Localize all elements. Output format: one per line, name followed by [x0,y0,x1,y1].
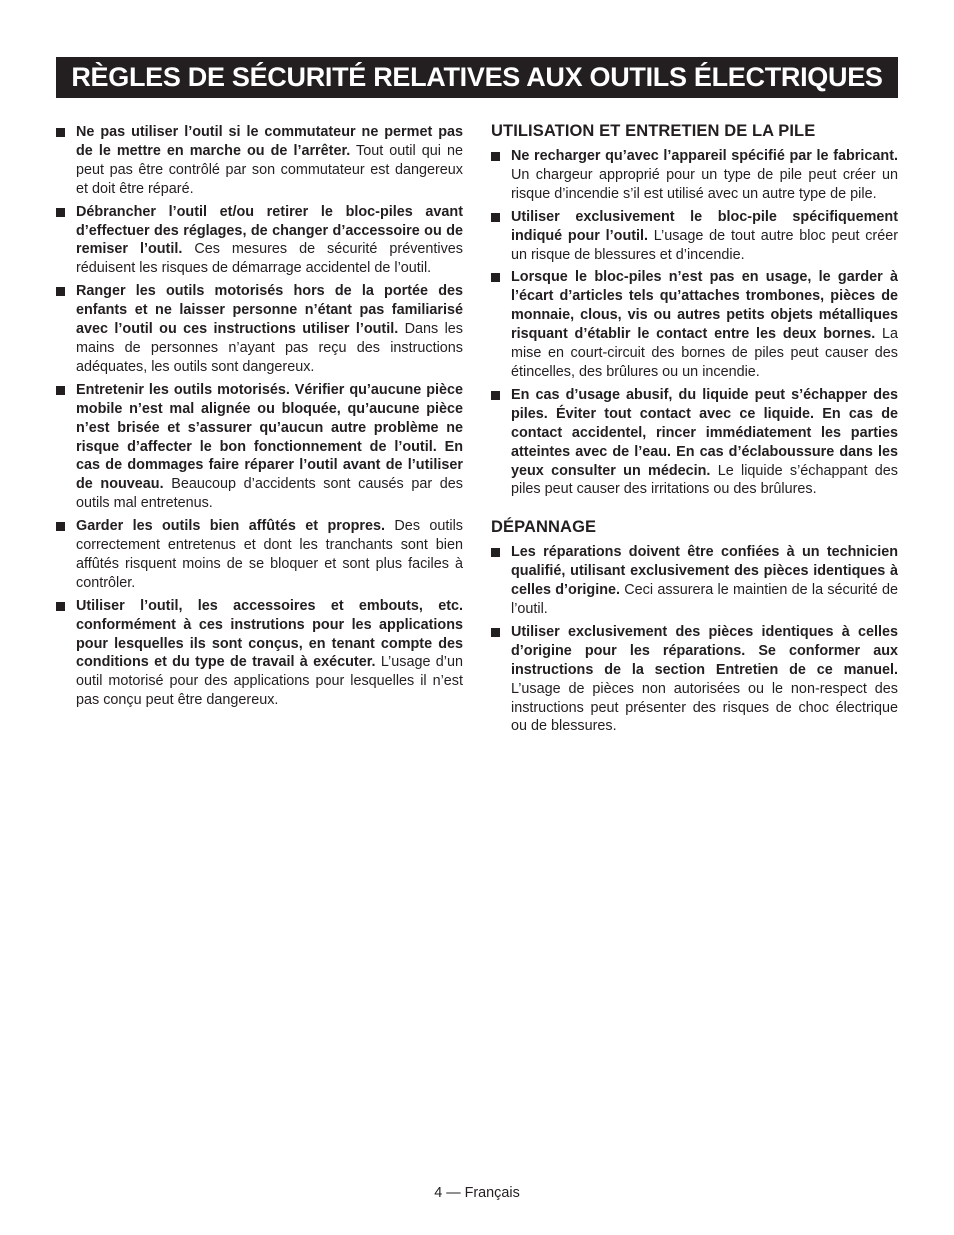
page-title: RÈGLES DE SÉCURITÉ RELATIVES AUX OUTILS ÉLECTRIQUES [71,62,883,92]
rule-body: L’usage d’un outil motorisé pour des applications pour lesquelles il n’est pas conçu peut être dangereux. [76,654,463,709]
square-bullet-icon [491,628,500,637]
rule-lead: Utiliser exclusivement des pièces identiques à celles d’origine pour les réparations. Se conformer aux instructions de la section Entretien de ce manuel. [511,623,898,678]
square-bullet-icon [56,602,65,611]
square-bullet-icon [56,208,65,217]
list-item [491,147,898,204]
right-column [491,121,898,740]
rule-body: Beaucoup d’accidents sont causés par des outils mal entretenus. [76,476,463,512]
battery-rules-list [491,147,898,499]
square-bullet-icon [491,213,500,222]
rule-lead: Ranger les outils motorisés hors de la portée des enfants et ne laisser personne n’étant pas familiarisé avec l’outil ou ces instructions utiliser l’outil. [76,283,463,338]
rule-body: Tout outil qui ne peut pas être contrôlé par son commutateur est dangereux et doit être réparé. [76,142,463,197]
rule-lead: Utiliser exclusivement le bloc-pile spécifiquement indiqué pour l’outil. [511,208,898,244]
rule-body: Dans les mains de personnes n’ayant pas reçu des instructions adéquates, les outils sont dangereux. [76,321,463,375]
rule-lead: Débrancher l’outil et/ou retirer le bloc-piles avant d’effectuer des réglages, de changer d’accessoire ou de remiser l’outil. [76,203,463,258]
left-column [56,123,463,714]
rule-body: La mise en court-circuit des bornes de piles peut causer des étincelles, des brûlures ou un incendie. [511,326,898,380]
square-bullet-icon [56,128,65,137]
service-rules-list [491,543,898,736]
list-item [491,386,898,499]
list-item [56,517,463,593]
rule-body: Un chargeur approprié pour un type de pile peut créer un risque d’incendie s’il est utilisé avec un autre type de pile. [511,166,898,202]
list-item [56,123,463,199]
list-item [56,597,463,710]
square-bullet-icon [491,273,500,282]
list-item [491,623,898,736]
list-item [491,543,898,619]
square-bullet-icon [491,152,500,161]
list-item [56,203,463,279]
square-bullet-icon [56,287,65,296]
rule-lead: Entretenir les outils motorisés. Vérifier qu’aucune pièce mobile n’est mal alignée ou bloquée, qu’aucune pièce n’est brisée et s’assurer qu’aucun autre problème ne risque d’affecter le bon fonctionnement de l’outil. En cas de dommages faire réparer l’outil avant de l’utiliser de nouveau. [76,381,463,493]
list-item [491,268,898,381]
rule-body: L’usage de pièces non autorisées ou le non-respect des instructions peut présenter des risques de choc électrique ou de blessures. [511,680,898,735]
rule-body: Ceci assurera le maintien de la sécurité de l’outil. [511,582,898,618]
general-rules-list [56,123,463,710]
square-bullet-icon [491,391,500,400]
list-item [491,208,898,265]
rule-lead: Ne recharger qu’avec l’appareil spécifié par le fabricant. [511,148,898,164]
rule-lead: Ne pas utiliser l’outil si le commutateur ne permet pas de le mettre en marche ou de l’arrêter. [76,124,463,159]
rule-body: L’usage de tout autre bloc peut créer un risque de blessures et d’incendie. [511,227,898,263]
rule-lead: En cas d’usage abusif, du liquide peut s’échapper des piles. Éviter tout contact avec ce liquide. En cas de contact accidentel, rincer immédiatement les parties atteintes avec de l’eau. En cas d’éclaboussure dans les yeux consulter un médecin. [511,386,898,479]
rule-body: Le liquide s’échappant des piles peut causer des irritations ou des brûlures. [511,462,899,498]
list-item [56,381,463,513]
rule-body: Ces mesures de sécurité préventives réduisent les risques de démarrage accidentel de l’outil. [76,241,464,277]
list-item [56,282,463,377]
rule-lead: Lorsque le bloc-piles n’est pas en usage, le garder à l’écart d’articles tels qu’attaches trombones, pièces de monnaie, clous, vis ou autres petits objets métalliques risquant d’établir le contact entre les deux bornes. [511,269,898,343]
battery-section-heading: UTILISATION ET ENTRETIEN DE LA PILE [491,122,816,140]
rule-lead: Garder les outils bien affûtés et propres. [76,518,386,535]
square-bullet-icon [491,548,500,557]
page-footer: 4 — Français [434,1185,520,1201]
service-section-heading: DÉPANNAGE [491,518,597,537]
rule-lead: Les réparations doivent être confiées à un technicien qualifié, utilisant exclusivement des pièces identiques à celles d’origine. [511,544,898,599]
page-title-banner [56,57,898,98]
rule-body: Des outils correctement entretenus et dont les tranchants sont bien affûtés risquent moins de se bloquer et sont plus faciles à contrôler. [76,518,463,591]
square-bullet-icon [56,386,65,395]
rule-lead: Utiliser l’outil, les accessoires et embouts, etc. conformément à ces instrutions pour les applications pour lesquelles ils sont conçus, en tenant compte des conditions et du type de travail à exécuter. [76,597,463,671]
square-bullet-icon [56,522,65,531]
